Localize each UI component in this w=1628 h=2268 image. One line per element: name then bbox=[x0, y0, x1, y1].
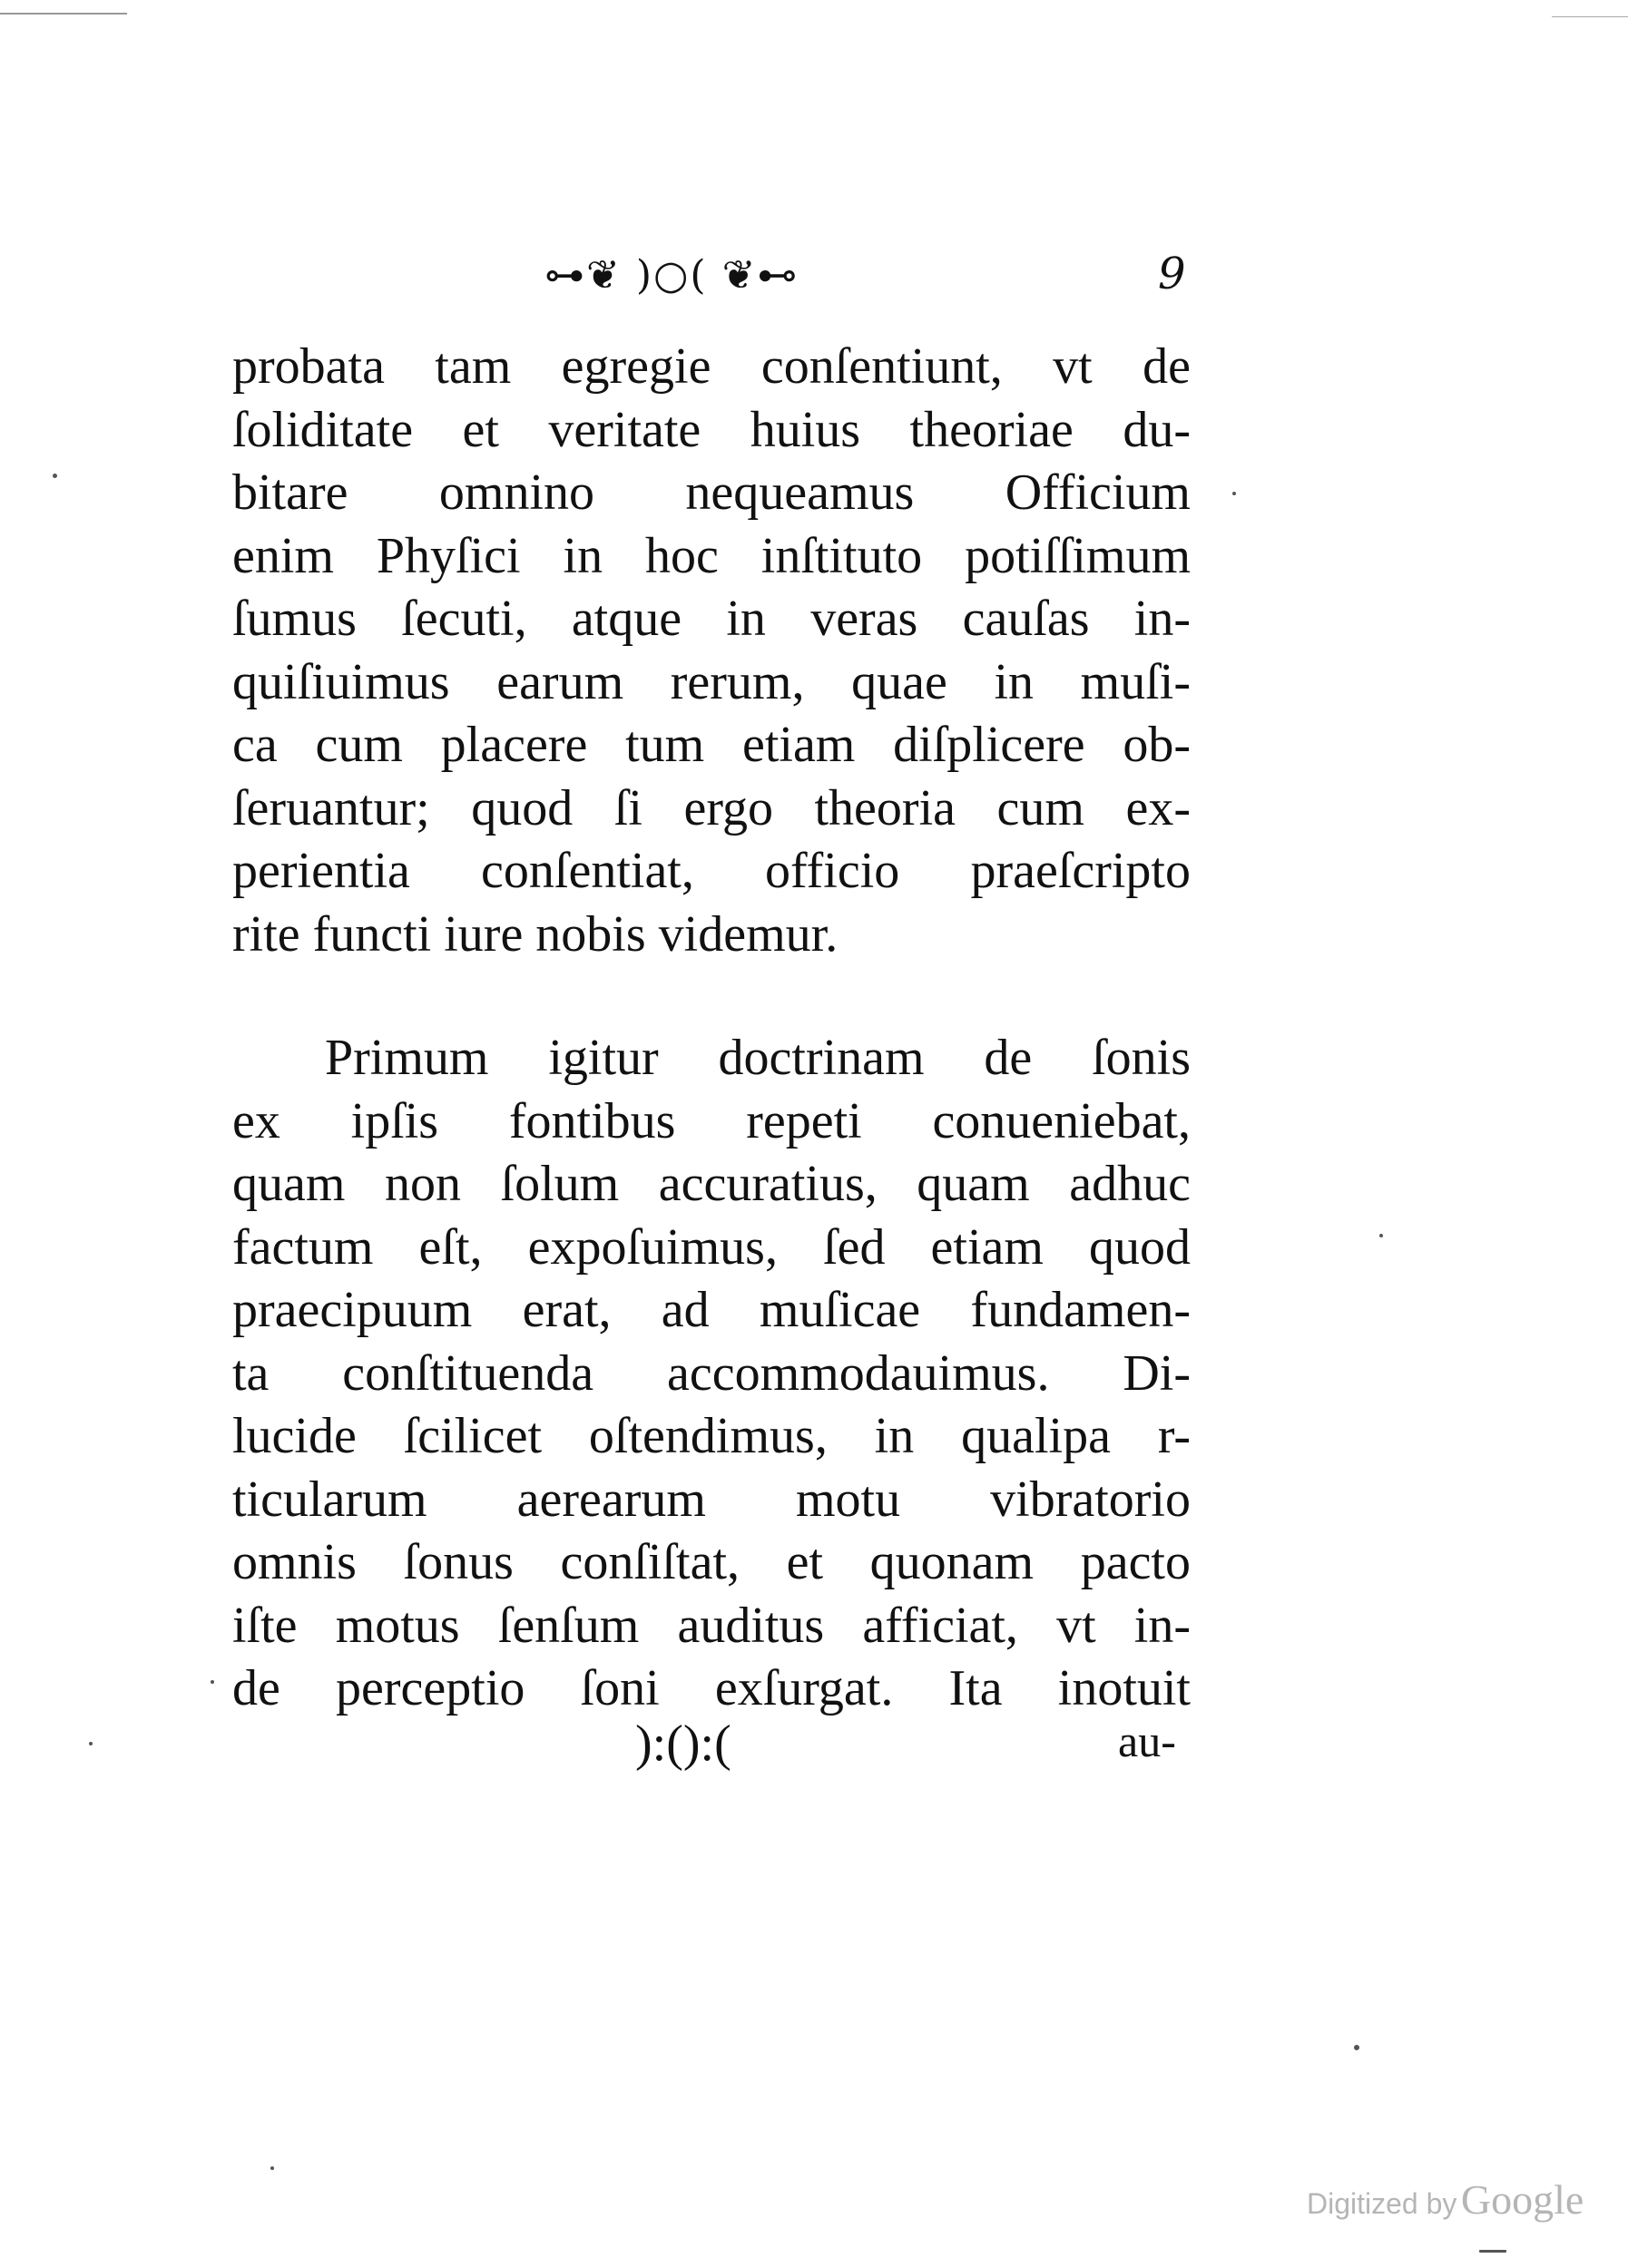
text-line: factum eſt, expoſuimus, ſed etiam quod bbox=[232, 1218, 1191, 1276]
page-number: 9 bbox=[1158, 249, 1186, 299]
text-line: quam non ſolum accuratius, quam adhuc bbox=[232, 1156, 1191, 1212]
paragraph-2 bbox=[232, 1027, 1191, 1721]
paragraph-1 bbox=[232, 336, 1191, 966]
text-line: ſumus ſecuti, atque in veras cauſas in- bbox=[232, 591, 1191, 647]
text-line: Primum igitur doctrinam de ſonis bbox=[325, 1030, 1191, 1086]
scan-speck bbox=[1232, 492, 1236, 495]
text-line: de perceptio ſoni exſurgat. Ita inotuit bbox=[232, 1660, 1191, 1716]
text-line: ticularum aerearum motu vibratorio bbox=[232, 1471, 1191, 1528]
scan-speck bbox=[89, 1742, 93, 1745]
scan-speck bbox=[1379, 1234, 1383, 1237]
scan-speck bbox=[270, 2166, 274, 2170]
scan-speck bbox=[211, 1680, 214, 1684]
scan-speck bbox=[1479, 2250, 1506, 2253]
text-line: ca cum placere tum etiam diſplicere ob- bbox=[232, 717, 1191, 773]
text-line: rite functi iure nobis videmur. bbox=[232, 905, 839, 963]
text-line: enim Phyſici in hoc inſtituto potiſſimum bbox=[232, 527, 1191, 584]
scan-edge-mark bbox=[1552, 16, 1628, 17]
text-line: ex ipſis fontibus repeti conueniebat, bbox=[232, 1092, 1191, 1149]
scan-speck bbox=[53, 474, 57, 478]
header-ornament: ⊶❦ )○( ❦⊷ bbox=[544, 252, 799, 298]
scan-speck bbox=[1354, 2045, 1359, 2050]
digitized-watermark bbox=[1307, 2175, 1584, 2224]
text-line: praecipuum erat, ad muſicae fundamen- bbox=[232, 1282, 1191, 1338]
text-line: lucide ſcilicet oſtendimus, in qualipa r- bbox=[232, 1408, 1191, 1464]
text-line: ta conſtituenda accommodauimus. Di- bbox=[232, 1344, 1191, 1402]
running-header bbox=[0, 243, 1628, 316]
text-line: probata tam egregie conſentiunt, vt de bbox=[232, 338, 1191, 395]
catchword: au- bbox=[1118, 1716, 1176, 1766]
signature-mark: ):():( bbox=[635, 1716, 731, 1772]
text-line: bitare omnino nequeamus Officium bbox=[232, 464, 1191, 521]
text-line: iſte motus ſenſum auditus afficiat, vt in- bbox=[232, 1597, 1191, 1654]
text-line: ſeruantur; quod ſi ergo theoria cum ex- bbox=[232, 779, 1191, 836]
text-line: ſoliditate et veritate huius theoriae du- bbox=[232, 401, 1191, 458]
watermark-brand: Google bbox=[1460, 2176, 1584, 2223]
text-line: perientia conſentiat, officio praeſcripto bbox=[232, 843, 1191, 899]
scan-edge-mark bbox=[0, 13, 127, 15]
text-line: quiſiuimus earum rerum, quae in muſi- bbox=[232, 653, 1191, 710]
text-line: omnis ſonus conſiſtat, et quonam pacto bbox=[232, 1534, 1191, 1590]
watermark-prefix: Digitized by bbox=[1307, 2187, 1457, 2220]
